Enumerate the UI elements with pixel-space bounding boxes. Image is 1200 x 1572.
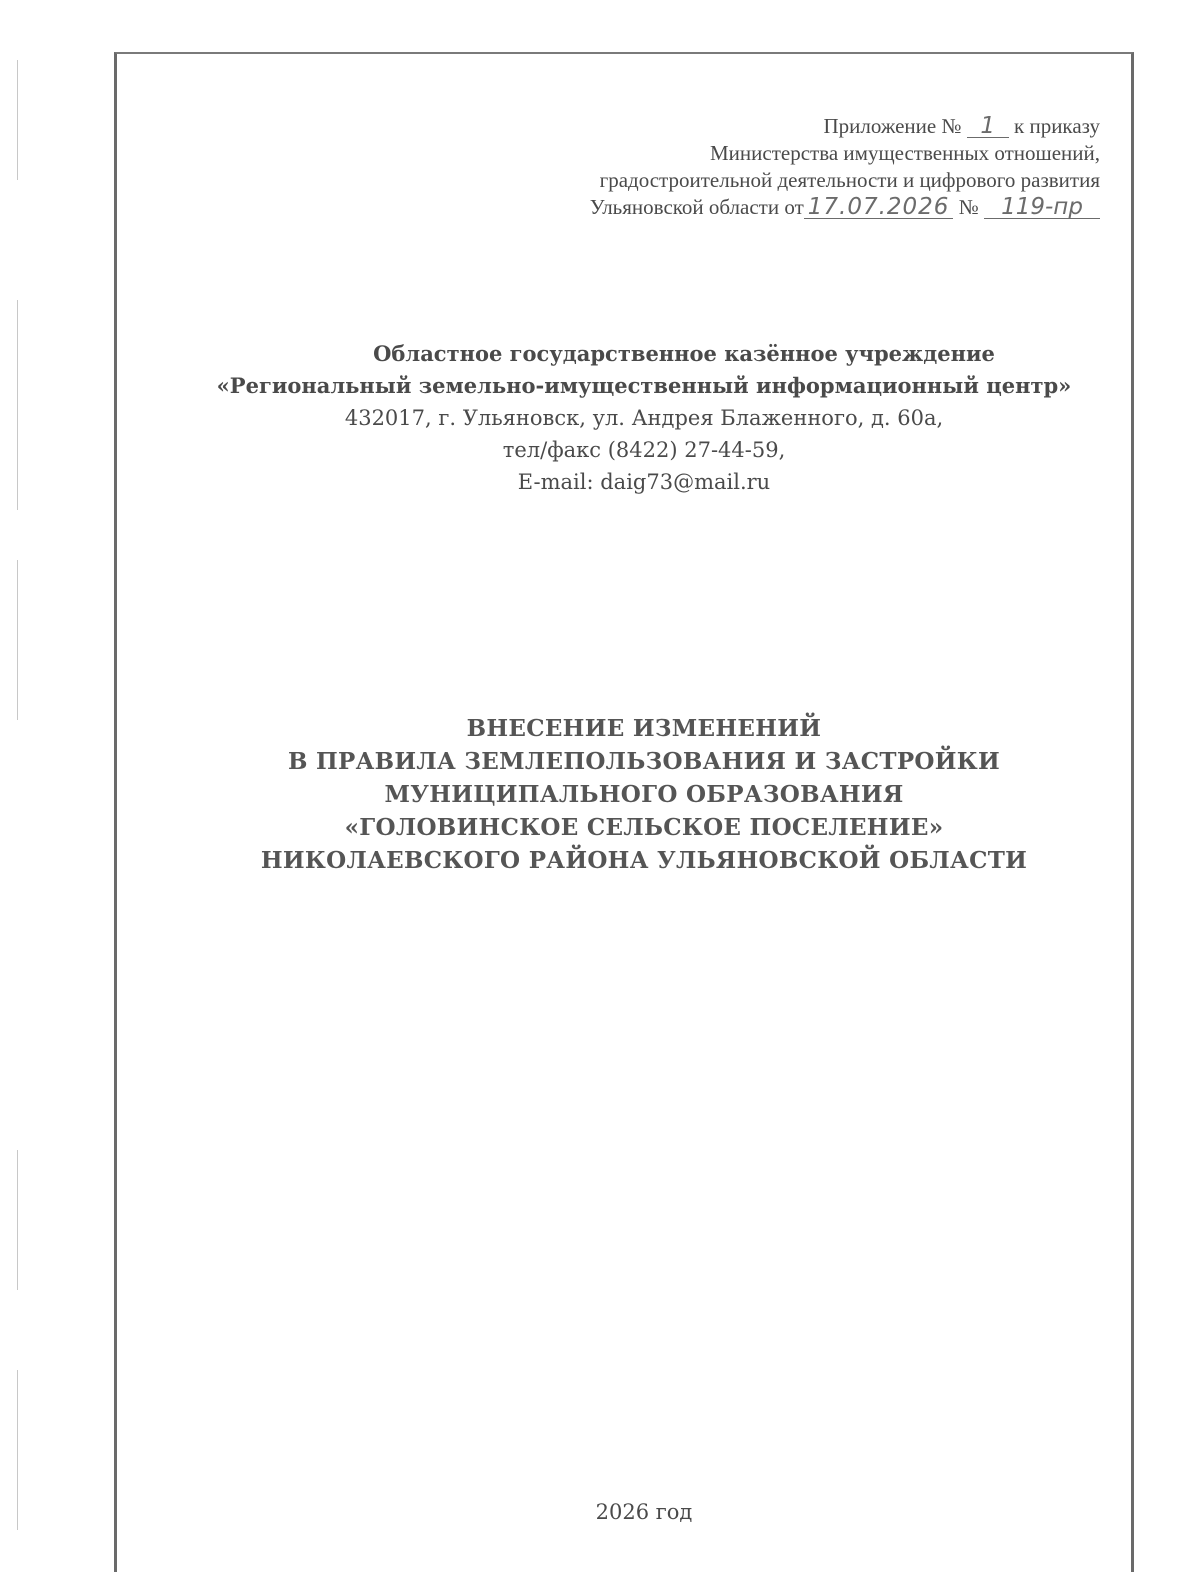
organization-block — [114, 338, 1174, 498]
appendix-block — [590, 113, 1100, 221]
order-date: 17.07.2026 — [804, 196, 954, 219]
scan-edge-mark — [17, 560, 18, 720]
appendix-line-4 — [590, 194, 1100, 221]
number-sign: № — [958, 195, 979, 219]
order-number: 119-пр — [984, 196, 1100, 219]
organization-phone: тел/факс (8422) 27-44-59, — [502, 438, 786, 462]
appendix-line-3: градостроительной деятельности и цифрового развития — [599, 168, 1100, 192]
scan-edge-mark — [17, 1370, 18, 1530]
title-line: В ПРАВИЛА ЗЕМЛЕПОЛЬЗОВАНИЯ И ЗАСТРОЙКИ — [287, 748, 1001, 775]
document-year: 2026 год — [595, 1500, 693, 1524]
appendix-suffix: к приказу — [1014, 114, 1100, 138]
appendix-line4-prefix: Ульяновской области от — [589, 195, 804, 219]
appendix-number: 1 — [967, 115, 1009, 138]
document-title — [114, 712, 1174, 877]
title-line: НИКОЛАЕВСКОГО РАЙОНА УЛЬЯНОВСКОЙ ОБЛАСТИ — [260, 847, 1028, 874]
organization-address: 432017, г. Ульяновск, ул. Андрея Блаженного, д. 60а, — [344, 406, 944, 430]
organization-name-line2: «Региональный земельно-имущественный информационный центр» — [216, 373, 1072, 398]
organization-name-line1: Областное государственное казённое учреждение — [373, 341, 995, 366]
title-line: МУНИЦИПАЛЬНОГО ОБРАЗОВАНИЯ — [384, 781, 904, 808]
appendix-line-1 — [590, 113, 1100, 140]
appendix-line-2: Министерства имущественных отношений, — [710, 141, 1100, 165]
scan-edge-mark — [17, 1150, 18, 1290]
title-line: «ГОЛОВИНСКОЕ СЕЛЬСКОЕ ПОСЕЛЕНИЕ» — [344, 814, 944, 841]
title-line: ВНЕСЕНИЕ ИЗМЕНЕНИЙ — [466, 715, 822, 742]
appendix-prefix: Приложение № — [823, 114, 962, 138]
scan-edge-mark — [17, 300, 18, 510]
organization-email: E-mail: daig73@mail.ru — [517, 470, 771, 494]
scan-edge-mark — [17, 60, 18, 180]
